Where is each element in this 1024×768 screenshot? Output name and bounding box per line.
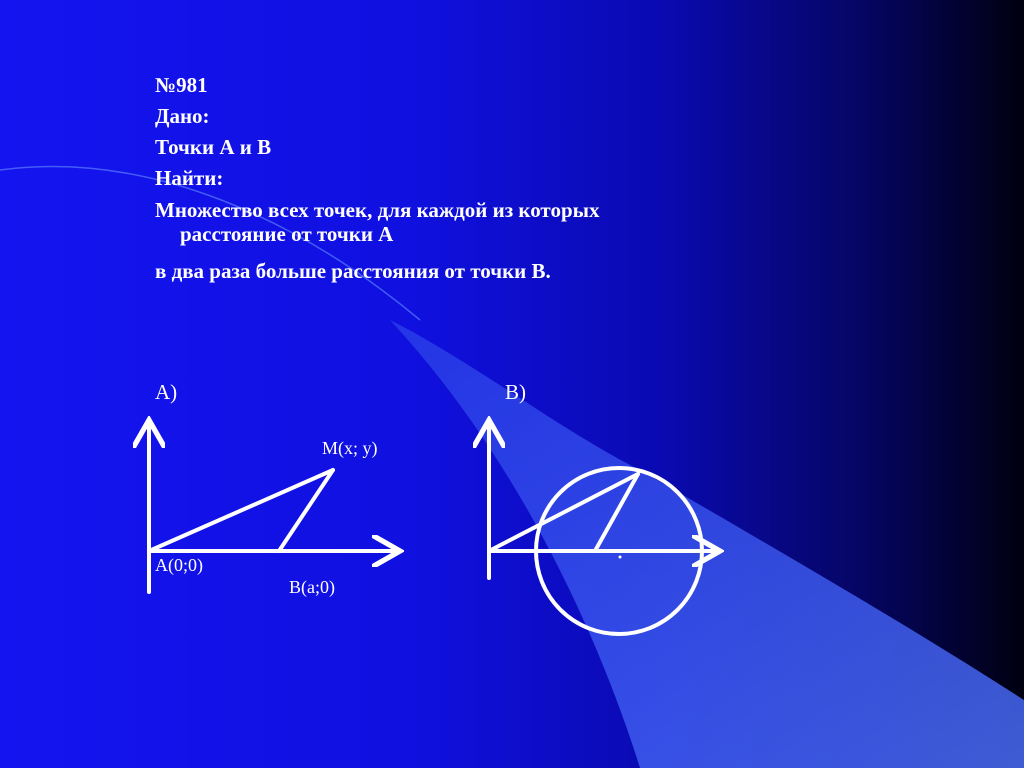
find-line-3: в два раза больше расстояния от точки В. bbox=[155, 259, 551, 283]
point-b-label: В(a;0) bbox=[289, 577, 335, 597]
figure-b-label: В) bbox=[505, 380, 526, 404]
given-label: Дано: bbox=[155, 104, 210, 128]
circle-center-dot bbox=[619, 556, 622, 559]
find-label: Найти: bbox=[155, 166, 224, 190]
point-a-label: А(0;0) bbox=[155, 555, 203, 575]
problem-number: №981 bbox=[155, 73, 208, 97]
figure-b bbox=[489, 424, 716, 634]
given-text: Точки А и В bbox=[155, 135, 272, 159]
point-m-label: М(x; y) bbox=[322, 438, 378, 458]
find-line-2: расстояние от точки А bbox=[180, 222, 394, 246]
find-line-1: Множество всех точек, для каждой из которых bbox=[155, 198, 600, 222]
figure-a-label: А) bbox=[155, 380, 178, 404]
